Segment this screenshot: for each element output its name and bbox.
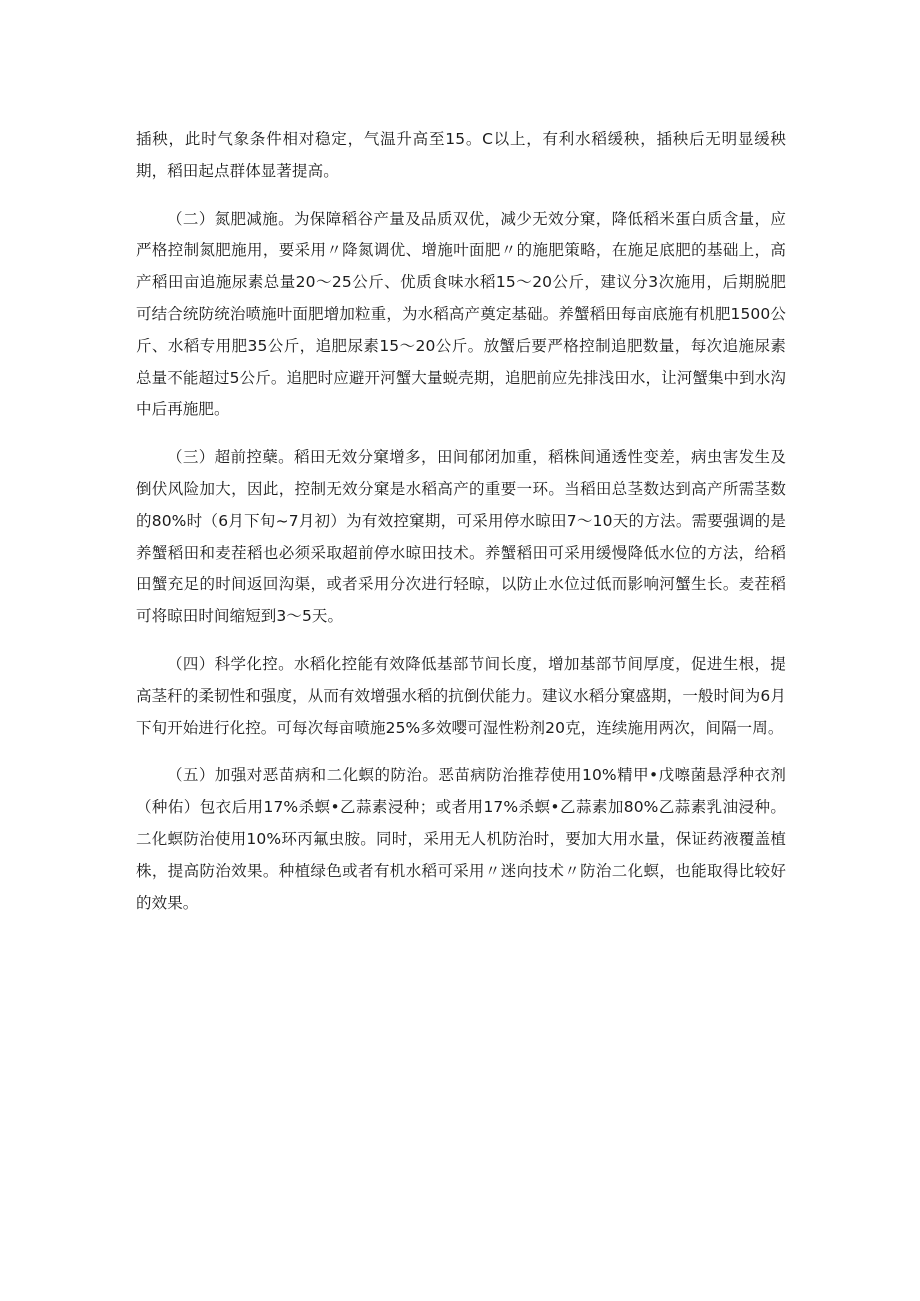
paragraph-chemical-control: （四）科学化控。水稻化控能有效降低基部节间长度，增加基部节间厚度，促进生根，提高茎秆的柔韧性和强度，从而有效增强水稻的抗倒伏能力。建议水稻分窠盛期，一般时间为6月下旬开始进行化控。可每次每亩喷施25%多效嘤可湿性粉剂20克，连续施用两次，间隔一周。: [136, 654, 786, 737]
paragraph-transplanting: 插秧，此时气象条件相对稳定，气温升高至15。C以上，有利水稻缓秧，插秧后无明显缓秧期，稻田起点群体显著提高。: [136, 130, 786, 180]
paragraph-disease-pest-control: （五）加强对恶苗病和二化螟的防治。恶苗病防治推荐使用10%精甲•戊嚓菌悬浮种衣剂（种佑）包衣后用17%杀螟•乙蒜素浸种；或者用17%杀螟•乙蒜素加80%乙蒜素乳油浸种。二化螟防治使用10%环丙氟虫胺。同时，采用无人机防治时，要加大用水量，保证药液覆盖植株，提高防治效果。种植绿色或者有机水稻可采用〃迷向技术〃防治二化螟，也能取得比较好的效果。: [136, 766, 786, 912]
document-body: [136, 124, 786, 919]
paragraph-nitrogen-reduction: （二）氮肥减施。为保障稻谷产量及品质双优，减少无效分窠，降低稻米蛋白质含量，应严格控制氮肥施用，要采用〃降氮调优、增施叶面肥〃的施肥策略，在施足底肥的基础上，高产稻田亩追施尿素总量20～25公斤、优质食味水稻15～20公斤，建议分3次施用，后期脱肥可结合统防统治喷施叶面肥增加粒重，为水稻高产奠定基础。养蟹稻田每亩底施有机肥1500公斤、水稻专用肥35公斤，追肥尿素15～20公斤。放蟹后要严格控制追肥数量，每次追施尿素总量不能超过5公斤。追肥时应避开河蟹大量蜕壳期，追肥前应先排浅田水，让河蟹集中到水沟中后再施肥。: [136, 209, 786, 419]
paragraph-tiller-control: （三）超前控蘖。稻田无效分窠增多，田间郁闭加重，稻株间通透性变差，病虫害发生及倒伏风险加大，因此，控制无效分窠是水稻高产的重要一环。当稻田总茎数达到高产所需茎数的80%时（6月下旬~7月初）为有效控窠期，可采用停水晾田7～10天的方法。需要强调的是养蟹稻田和麦茬稻也必须采取超前停水晾田技术。养蟹稻田可采用缓慢降低水位的方法，给稻田蟹充足的时间返回沟渠，或者采用分次进行轻晾，以防止水位过低而影响河蟹生长。麦茬稻可将晾田时间缩短到3～5天。: [136, 448, 786, 626]
